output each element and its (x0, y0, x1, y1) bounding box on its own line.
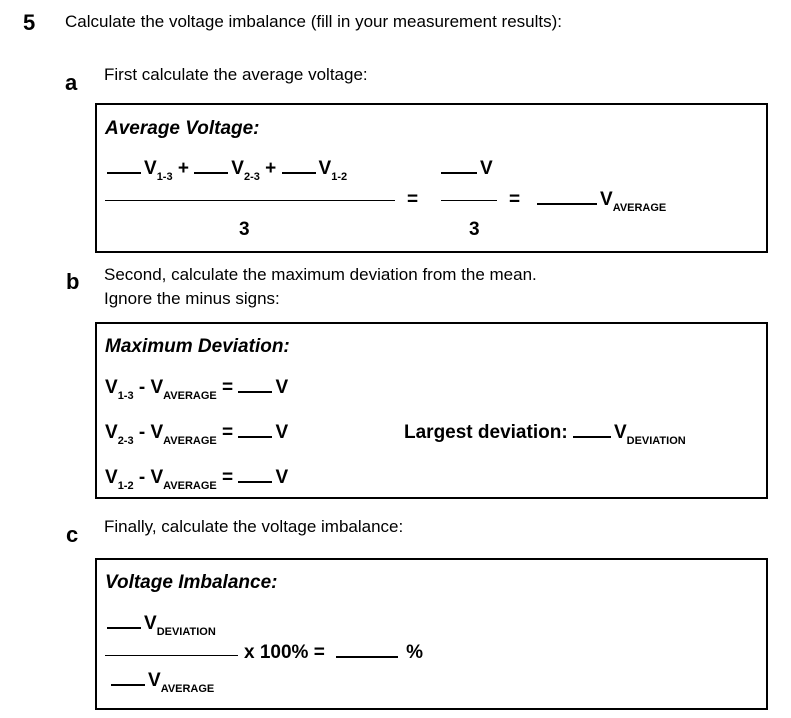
part-c-letter: c (66, 522, 79, 547)
equals-sign-1: = (407, 189, 419, 210)
part-c-text: Finally, calculate the voltage imbalance: (104, 517, 404, 536)
sum-numerator: V (441, 158, 493, 180)
sum-divisor: 3 (469, 219, 480, 240)
voltage-imbalance-title: Voltage Imbalance: (105, 572, 278, 593)
average-result-blank[interactable] (537, 203, 597, 205)
v12-blank[interactable] (282, 172, 316, 174)
v23-blank[interactable] (194, 172, 228, 174)
average-voltage-box (95, 103, 768, 253)
deviation-row-12: $V_{1-2} - V_{AVERAGE} = V$ (105, 467, 289, 492)
imbalance-deviation-blank[interactable] (107, 627, 141, 629)
part-b-line1: Second, calculate the maximum deviation from the mean. (104, 265, 537, 284)
average-result: $V_{AVERAGE}$ (537, 189, 666, 211)
average-divisor: 3 (239, 219, 250, 240)
question-text: Calculate the voltage imbalance (fill in your measurement results): (65, 12, 563, 31)
part-b-letter: b (66, 269, 80, 294)
imbalance-result: x 100% = % (244, 642, 424, 663)
deviation-row-13: $V_{1-3} - V_{AVERAGE} = V$ (105, 377, 289, 402)
sum-blank[interactable] (441, 172, 477, 174)
imbalance-denominator: $V_{AVERAGE}$ (111, 670, 214, 692)
question-number: 5 (23, 10, 36, 35)
sum-fraction-line (441, 200, 497, 201)
average-fraction-line (105, 200, 395, 201)
largest-deviation-label: Largest deviation: (404, 422, 568, 443)
deviation-23-blank[interactable] (238, 436, 272, 438)
largest-deviation: Largest deviation: $V_{DEVIATION}$ (404, 422, 686, 447)
maximum-deviation-title: Maximum Deviation: (105, 336, 290, 357)
imbalance-fraction-line (105, 655, 238, 656)
part-a-text: First calculate the average voltage: (104, 65, 368, 84)
voltage-imbalance-box (95, 558, 768, 710)
deviation-row-23: $V_{2-3} - V_{AVERAGE} = V$ (105, 422, 289, 447)
largest-deviation-blank[interactable] (573, 436, 611, 438)
average-voltage-title: Average Voltage: (105, 118, 260, 139)
imbalance-average-blank[interactable] (111, 684, 145, 686)
part-a-letter: a (65, 70, 78, 95)
maximum-deviation-box (95, 322, 768, 499)
average-numerator: $V_{1-3} + V_{2-3} + V_{1-2}$ (107, 158, 347, 180)
deviation-12-blank[interactable] (238, 481, 272, 483)
part-b-line2: Ignore the minus signs: (104, 289, 280, 308)
imbalance-numerator: $V_{DEVIATION}$ (107, 613, 216, 635)
deviation-13-blank[interactable] (238, 391, 272, 393)
equals-sign-2: = (509, 189, 521, 210)
times-100-label: x 100% = (244, 642, 325, 663)
imbalance-result-blank[interactable] (336, 656, 398, 658)
v13-blank[interactable] (107, 172, 141, 174)
